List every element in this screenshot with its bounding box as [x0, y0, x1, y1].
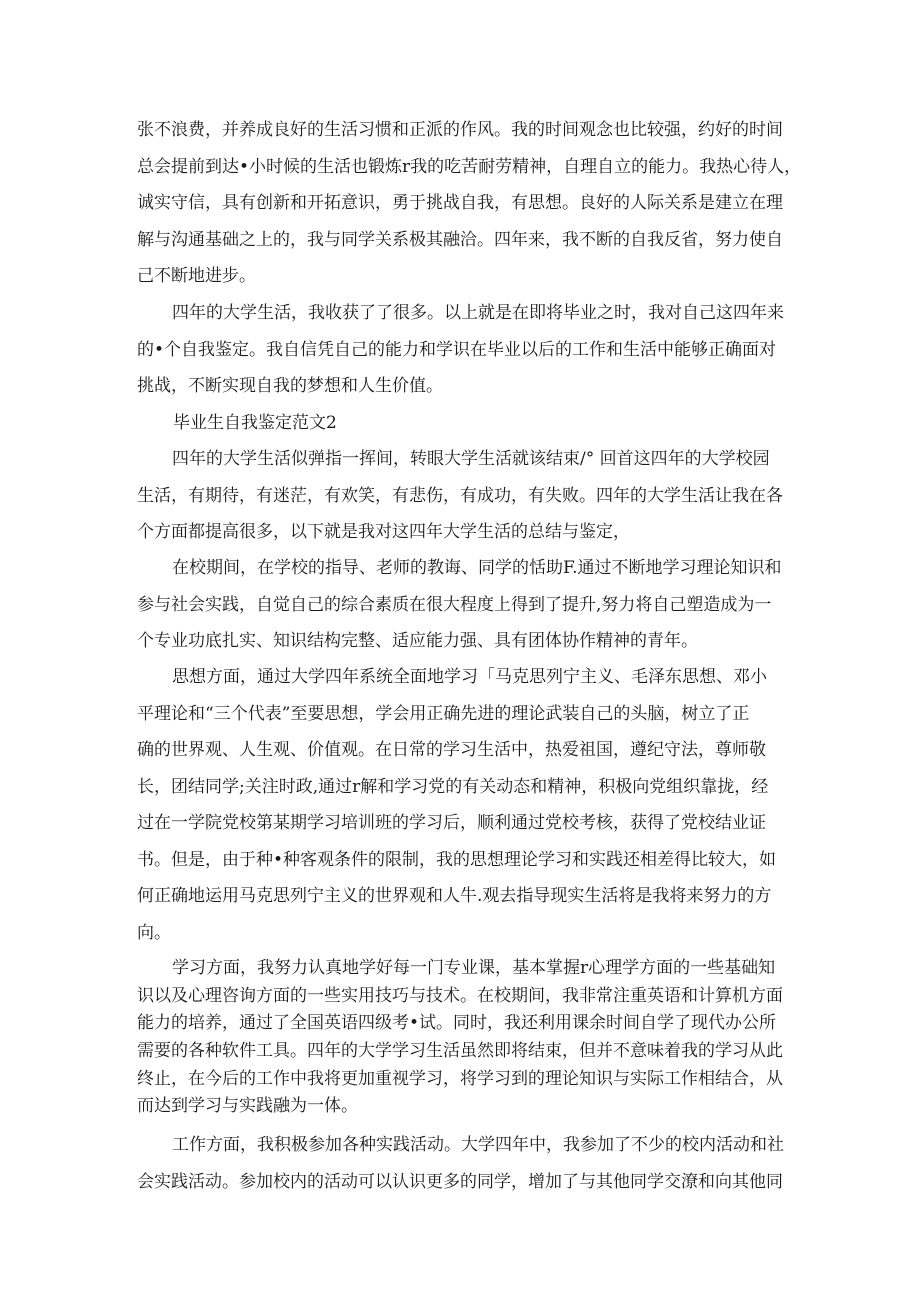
text-line: 终止，在今后的工作中我将更加重视学习，将学习到的理论知识与实际工作相结合，从	[137, 1068, 783, 1089]
text-line: 识以及心理咨询方面的一些实用技巧与技术。在校期间，我非常注重英语和计算机方面	[137, 985, 783, 1006]
text-line: 过在一学院党校第某期学习培训班的学习后，顺利通过党校考核，获得了党校结业证	[137, 813, 766, 833]
text-line: 个专业功底扎实、知识结构完整、适应能力强、具有团体协作精神的青年。	[137, 631, 698, 651]
text-line: 思想方面，通过大学四年系统全面地学习「马克思列宁主义、毛泽东思想、邓小	[172, 667, 767, 687]
text-line: 会实践活动。参加校内的活动可以认识更多的同学，增加了与其他同学交潦和向其他同	[137, 1171, 783, 1192]
text-line: 在校期间，在学校的指导、老师的教诲、同学的恬助F.通过不断地学习理论知识和	[172, 558, 782, 578]
text-line: 己不断地进步。	[137, 266, 256, 286]
paragraph-work	[137, 1127, 792, 1200]
paragraph-conclusion	[137, 295, 792, 405]
text-line: 参与社会实践，自觉自己的综合素质在很大程度上得到了提升,努力将自己塑造成为一	[137, 594, 772, 615]
text-line: 确的世界观、人生观、价值观。在日常的学习生活中，热爱祖国，遵纪守法，尊师敬	[137, 740, 766, 760]
text-line: 需要的各种软件工具。四年的大学学习生活虽然即将结束，但并不意味着我的学习从此	[137, 1041, 783, 1062]
text-line: 平理论和“三个代表”至要思想，学会用正确先进的理论武装自己的头脑，树立了正	[137, 703, 750, 724]
paragraph-ideology	[137, 659, 792, 951]
text-line: 张不浪费，并养成良好的生活习惯和正派的作风。我的时间观念也比较强，约好的时间	[137, 120, 783, 140]
paragraph-study	[137, 955, 792, 1121]
paragraph-habits	[137, 112, 802, 295]
text-line: 挑战，不断实现自我的梦想和人生价值。	[137, 376, 443, 396]
text-line: 何正确地运用马克思列宁主义的世界观和人牛.观去指导现实生活将是我将来努力的方	[137, 886, 772, 906]
text-line: 生活，有期待，有迷茫，有欢笑，有悲伤，有成功，有失败。四年的大学生活让我在各	[137, 485, 783, 506]
text-line: 学习方面，我努力认真地学好每一门专业课，基本掌握r心理学方面的一些基础知	[172, 958, 776, 978]
text-line: 而达到学习与实践融为一体。	[137, 1096, 358, 1117]
text-line: 四年的大学生活似弹指一挥间，转眼大学生活就该结束/° 回首这四年的大学校园	[172, 449, 770, 469]
paragraph-campus	[137, 550, 792, 660]
text-line: 的•个自我鉴定。我自信凭自己的能力和学识在毕业以后的工作和生活中能够正确面对	[137, 339, 777, 360]
section-heading: 毕业生自我鉴定范文2	[173, 413, 337, 433]
text-line: 四年的大学生活，我收获了了很多。以上就是在即将毕业之时，我对自己这四年来	[172, 303, 784, 323]
text-line: 书。但是，由于种•种客观条件的限制，我的思想理论学习和实践还相差得比较大，如	[137, 849, 777, 870]
paragraph-intro	[137, 441, 792, 551]
text-line: 诚实守信，具有创新和开拓意识，勇于挑战自我，有思想。良好的人际关系是建立在理	[137, 193, 783, 213]
text-line: 能力的培养，通过了全国英语四级考•试。同时，我还利用课余时间自学了现代办公所	[137, 1013, 777, 1034]
text-line: 长，团结同学;关注时政,通过r解和学习党的有关动态和精神，积极向党组织靠拢，经	[137, 776, 769, 797]
text-line: 解与沟通基础之上的，我与同学关系极其融洽。四年来，我不断的自我反省，努力使自	[137, 229, 783, 250]
text-line: 向。	[137, 922, 171, 943]
text-line: 工作方面，我积极参加各种实践活动。大学四年中，我参加了不少的校内活动和社	[172, 1135, 784, 1155]
text-line: 总会提前到达•小时候的生活也锻炼r我的吃苦耐劳精神，自理自立的能力。我热心待人，	[137, 156, 802, 177]
text-line: 个方面都提高很多，以下就是我对这四年大学生活的总结与鉴定，	[137, 522, 630, 542]
